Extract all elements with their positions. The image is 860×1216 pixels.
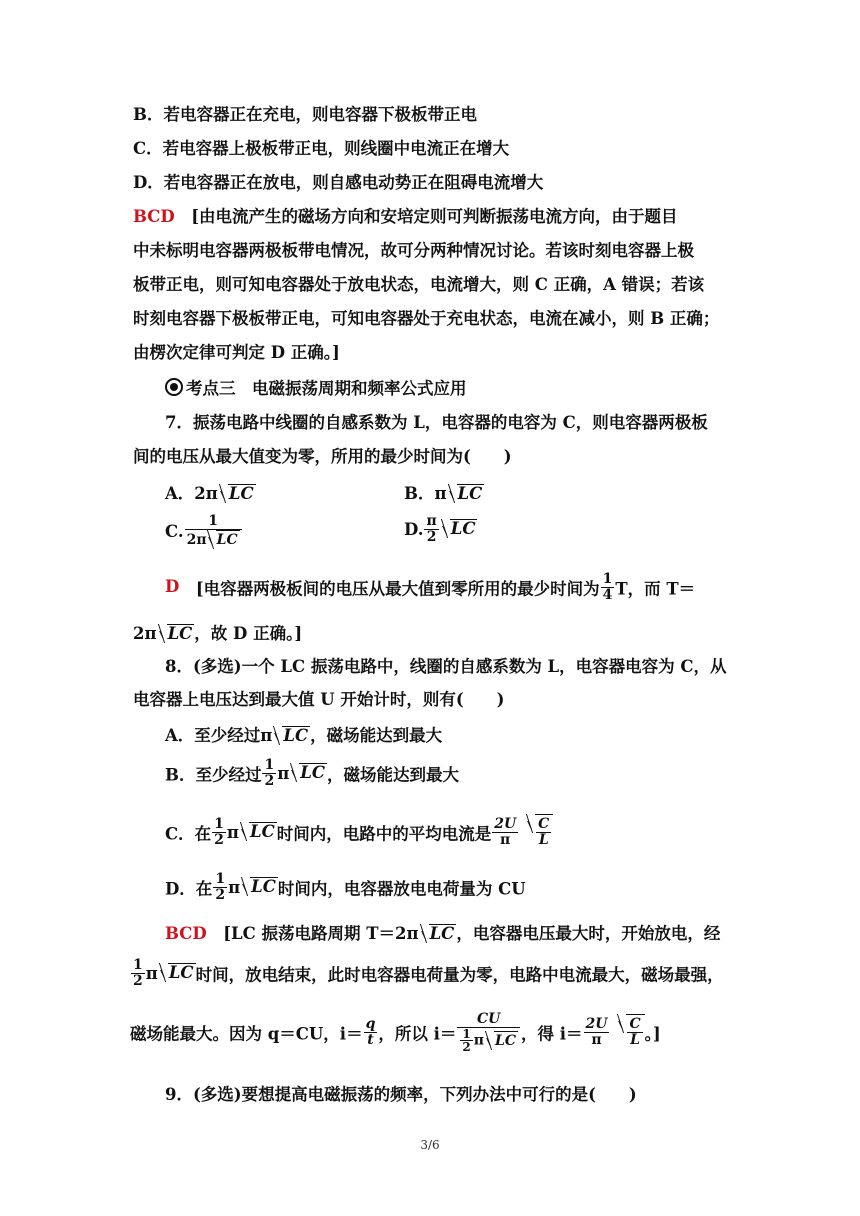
fraction: $\frac{1}{2}$ <box>215 871 226 903</box>
q8-option-d: D．在 $\frac{1}{2}$ π LC 时间内，电容器放电电荷量为 CU <box>165 871 526 903</box>
q7-explanation-line-2: 2π LC ，故 D 正确。] <box>133 624 303 643</box>
q8-stem-line-2: 电容器上电压达到最大值 U 开始计时，则有( ) <box>133 690 505 709</box>
q6-explanation-line-5: 由楞次定律可判定 D 正确。] <box>133 343 340 362</box>
q6-explanation-line-3: 板带正电，则可知电容器处于放电状态，电流增大，则 C 正确，A 错误；若该 <box>133 275 705 294</box>
q7-option-c: C. $\frac{1}{\text{2π LC}}$ <box>165 514 243 549</box>
q6-explanation-line-4: 时刻电容器下极板带正电，可知电容器处于充电状态，电流在减小，则 B 正确； <box>133 309 720 328</box>
q8-option-b: B．至少经过 $\frac{1}{2}$ π LC ，磁场能达到最大 <box>165 757 460 789</box>
q6-explanation-line-1: BCD [由电流产生的磁场方向和安培定则可判断振荡电流方向，由于题目 <box>133 207 678 226</box>
q8-option-c: C．在 $\frac{1}{2}$ π LC 时间内，电路中的平均电流是 $\frac{2U}{\pi}$ $\frac{C}{L}$ <box>165 814 553 850</box>
fraction: $\frac{1}{\text{2π LC}}$ <box>185 514 242 549</box>
target-bullet-icon <box>165 378 183 396</box>
q7-stem-line-2: 间的电压从最大值变为零，所用的最少时间为( ) <box>133 447 512 466</box>
fraction: $\frac{\pi}{2}$ <box>426 513 437 545</box>
q8-explanation-line-3: 磁场能最大。因为 q＝CU，i＝ $\frac{q}{t}$ ，所以 i＝ CU $\frac{1}{2}$ π LC ，得 i＝ $\frac{2U}{\pi}$ $\frac{C}{L}$ 。] <box>130 1011 661 1054</box>
q7-stem-line-1: 7．振荡电路中线圈的自感系数为 L，电容器的电容为 C，则电容器两极板 <box>165 413 708 432</box>
q6-option-b: B．若电容器正在充电，则电容器下极板带正电 <box>133 105 477 124</box>
q8-explanation-line-1: BCD [LC 振荡电路周期 T＝2π LC ，电容器电压最大时，开始放电，经 <box>165 924 721 943</box>
q8-answer-key: BCD <box>165 924 207 943</box>
section-heading: 考点三 电磁振荡周期和频率公式应用 <box>165 378 467 400</box>
sqrt-lc: LC <box>228 484 254 503</box>
fraction: CU $\frac{1}{2}$ π LC <box>457 1012 520 1053</box>
q7-option-d: D. $\frac{\pi}{2}$ LC <box>404 513 476 545</box>
q6-option-d: D．若电容器正在放电，则自感电动势正在阻碍电流增大 <box>133 173 544 192</box>
sqrt-lc: LC <box>450 519 476 538</box>
q6-explanation-line-2: 中未标明电容器两极板带电情况，故可分两种情况讨论。若该时刻电容器上极 <box>133 241 694 260</box>
fraction: $\frac{1}{2}$ <box>133 957 143 989</box>
sqrt-lc: LC <box>283 726 309 745</box>
fraction: $\frac{2U}{\pi}$ <box>494 816 517 848</box>
fraction: $\frac{2U}{\pi}$ <box>585 1016 608 1048</box>
q8-stem-line-1: 8．(多选)一个 LC 振荡电路中，线圈的自感系数为 L，电容器电容为 C，从 <box>165 657 727 676</box>
q8-explanation-line-2: $\frac{1}{2}$ π LC 时间，放电结束，此时电容器电荷量为零，电路中电流最大，磁场最强， <box>133 957 724 989</box>
fraction: $\frac{1}{4}$ <box>602 571 613 603</box>
q7-option-a: A．2π LC <box>165 484 254 503</box>
sqrt-lc: LC <box>457 484 483 503</box>
page-number: 3/6 <box>420 1138 440 1152</box>
q9-stem: 9．(多选)要想提高电磁振荡的频率，下列办法中可行的是( ) <box>165 1085 637 1104</box>
q6-option-c: C．若电容器上极板带正电，则线圈中电流正在增大 <box>133 139 510 158</box>
q7-explanation-line-1: D [电容器两极板间的电压从最大值到零所用的最少时间为 $\frac{1}{4}$ T，而 T＝ <box>165 571 696 603</box>
q7-answer-key: D <box>165 577 180 596</box>
fraction: $\frac{1}{2}$ <box>214 816 224 848</box>
q6-answer-key: BCD <box>133 207 175 226</box>
sqrt-lc: LC <box>167 624 193 643</box>
fraction: $\frac{1}{2}$ <box>264 757 275 789</box>
fraction: $\frac{q}{t}$ <box>365 1016 376 1048</box>
q7-option-b: B．π LC <box>404 484 483 503</box>
q8-option-a: A．至少经过π LC ，磁场能达到最大 <box>165 726 443 745</box>
